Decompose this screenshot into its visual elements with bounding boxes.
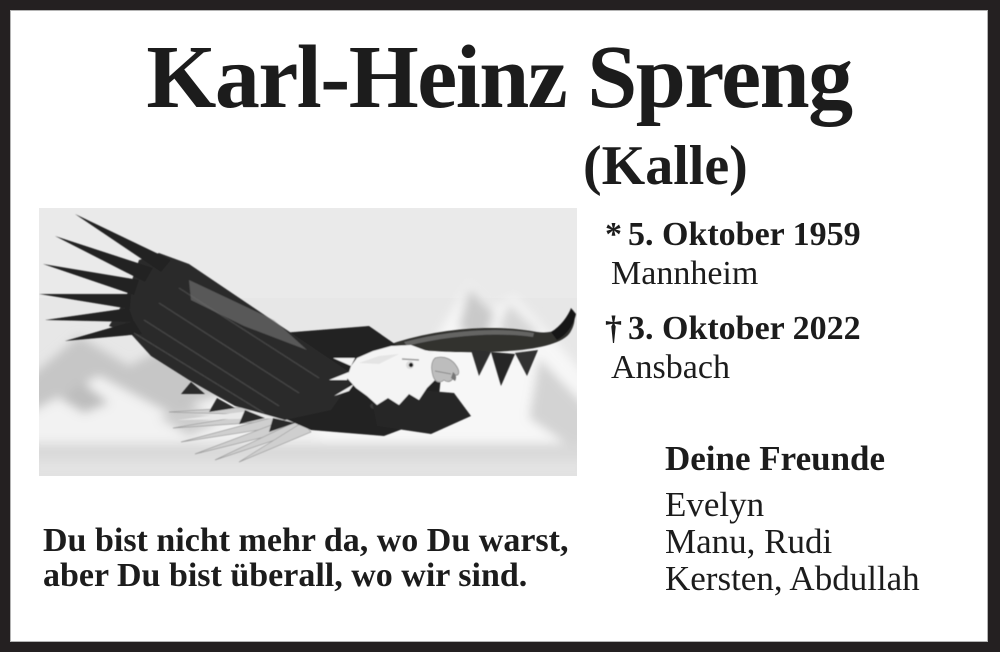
mourners-header: Deine Freunde	[665, 439, 886, 478]
mourners-block	[665, 440, 920, 597]
death-place: Ansbach	[611, 349, 730, 386]
birth-place: Mannheim	[611, 255, 759, 292]
memorial-quote-line-2: aber Du bist überall, wo wir sind.	[43, 557, 528, 594]
birth-date-line	[605, 215, 861, 254]
birth-symbol: *	[605, 216, 622, 253]
death-symbol: †	[605, 310, 622, 347]
birth-entry	[605, 215, 861, 293]
notice-content	[10, 10, 988, 642]
life-dates	[605, 215, 861, 387]
mourner-name: Kersten, Abdullah	[665, 559, 920, 598]
deceased-name: Karl-Heinz Spreng	[146, 28, 852, 127]
birth-date: 5. Oktober 1959	[628, 216, 861, 253]
memorial-quote-line-1: Du bist nicht mehr da, wo Du warst,	[43, 522, 569, 559]
mourner-name: Manu, Rudi	[665, 522, 833, 561]
deceased-nickname: (Kalle)	[583, 135, 748, 197]
death-date-line	[605, 309, 861, 348]
memorial-quote	[43, 523, 568, 593]
death-entry	[605, 309, 861, 387]
mourner-name: Evelyn	[665, 485, 765, 524]
death-date: 3. Oktober 2022	[628, 310, 861, 347]
memorial-photo	[39, 208, 577, 476]
